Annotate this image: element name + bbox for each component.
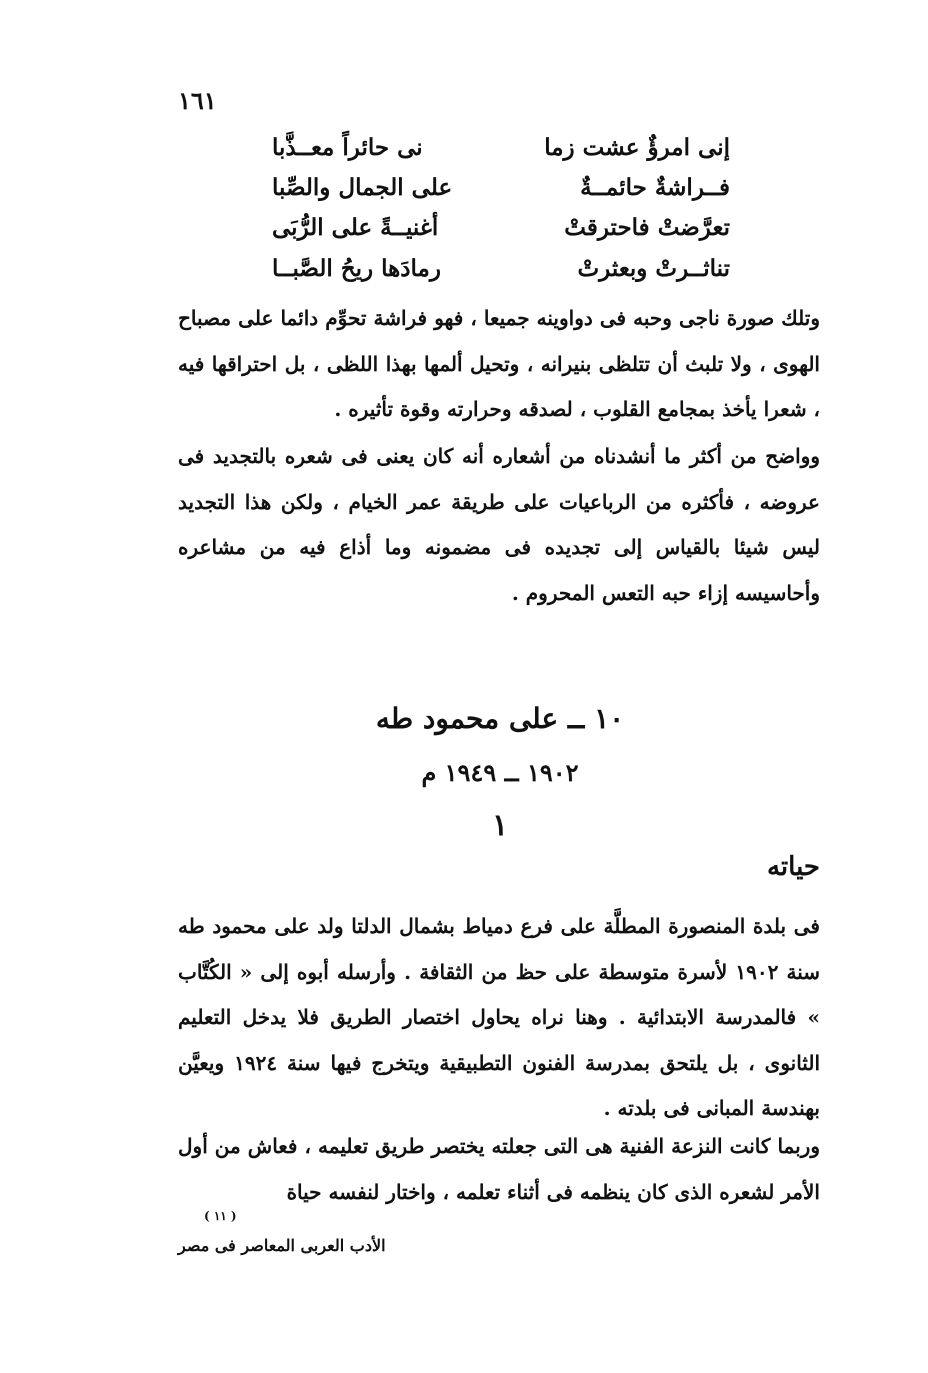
chapter-dates: ١٩٠٢ ــ ١٩٤٩ م [421,758,579,787]
paragraph: وتلك صورة ناجى وحبه فى دواوينه جميعا ، فهو فراشة تحوِّم دائما على مصباح الهوى ، ولا تلبث أن تتلظى بنيرانه ، وتحيل ألمها بهذا اللظى ، بل احتراقها فيه ، شعرا يأخذ بمجامع القلوب ، لصدقه وحرارته وقوة تأثيره . [178,306,820,421]
verse-second-hemistich: رمادَها ريحُ الصَّبــا [272,255,441,282]
verse-first-hemistich: تعرَّضتْ فاحترقتْ [564,214,730,241]
footer-book-title: الأدب العربى المعاصر فى مصر [178,1236,386,1255]
poem-verse [272,174,730,214]
chapter-part-number: ١ [491,808,509,843]
verse-second-hemistich: على الجمال والصِّبا [272,174,453,201]
section-title: حياته [766,852,820,882]
paragraph: فى بلدة المنصورة المطلَّة على فرع دمياط بشمال الدلتا ولد على محمود طه سنة ١٩٠٢ لأسرة متوسطة على حظ من الثقافة . وأرسله أبوه إلى « الكُتَّاب » فالمدرسة الابتدائية . وهنا نراه يحاول اختصار الطريق فلا يدخل التعليم الثانوى ، بل يلتحق بمدرسة الفنون التطبيقية ويتخرج فيها سنة ١٩٢٤ ويعيَّن بهندسة المبانى فى بلدته . [178,914,821,1120]
poem-verse [272,214,730,254]
page-number: ١٦١ [178,86,217,115]
poem-verse [272,255,730,295]
verse-second-hemistich: أغنيــةً على الرُّبَى [272,214,439,241]
chapter-title: ١٠ ــ على محمود طه [375,702,625,735]
verse-first-hemistich: تناثــرتْ وبعثرتْ [577,255,730,282]
paragraph: وواضح من أكثر ما أنشدناه من أشعاره أنه كان يعنى فى شعره بالتجديد فى عروضه ، فأكثره من الرباعيات على طريقة عمر الخيام ، ولكن هذا التجديد ليس شيئا بالقياس إلى تجديده فى مضمونه وما أذاع فيه من مشاعره وأحاسيسه إزاء حبه التعس المحروم . [178,444,820,605]
verse-first-hemistich: إنى امرؤٌ عشت زما [544,134,730,161]
paragraph: وربما كانت النزعة الفنية هى التى جعلته يختصر طريق تعليمه ، فعاش من أول الأمر لشعره الذى كان ينظمه فى أثناء تعلمه ، واختار لنفسه حياة [178,1134,820,1204]
poem-verse [272,134,730,174]
verse-first-hemistich: فــراشةٌ حائمــةٌ [580,174,730,201]
verse-second-hemistich: نى حائراً معــذَّبا [272,134,423,161]
signature-number: ( ١١ ) [204,1209,237,1223]
